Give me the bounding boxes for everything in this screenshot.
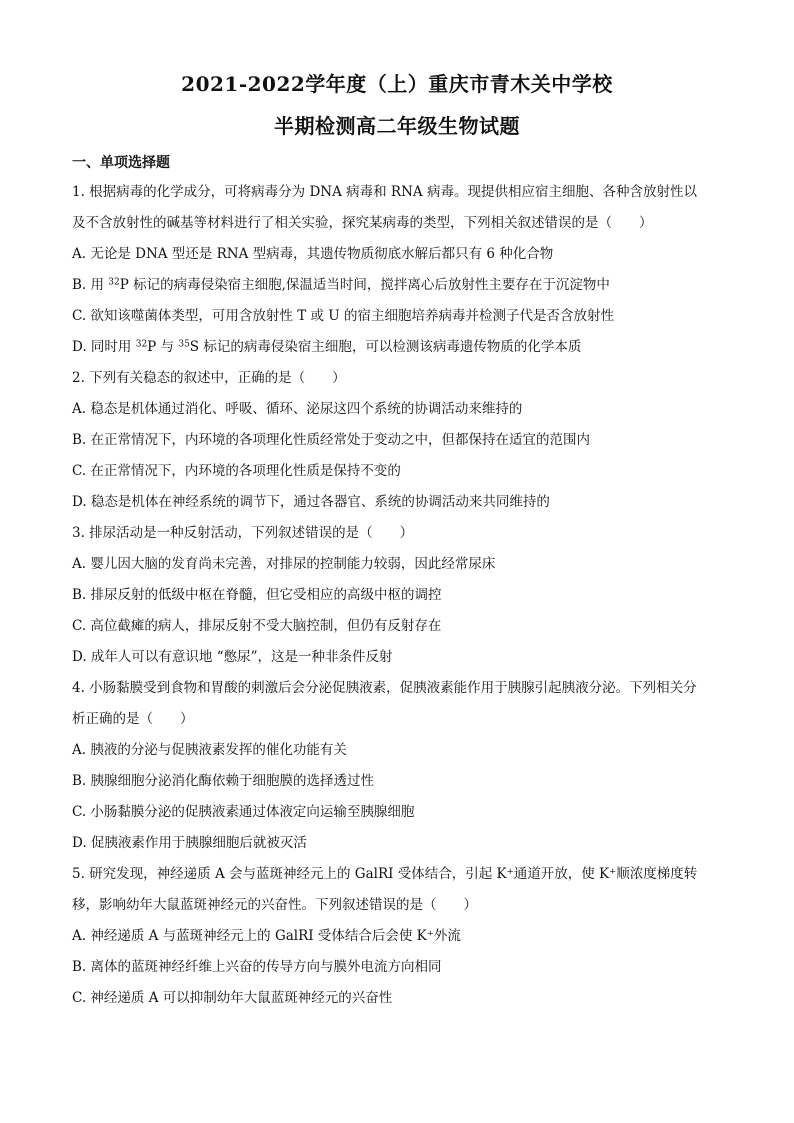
question-5-option-b: B. 离体的蓝斑神经纤维上兴奋的传导方向与膜外电流方向相同 — [72, 959, 442, 975]
question-2-stem: 2. 下列有关稳态的叙述中，正确的是（ ） — [72, 370, 346, 386]
question-2-option-c: C. 在正常情况下，内环境的各项理化性质是保持不变的 — [72, 463, 401, 479]
question-1-option-c: C. 欲知该噬菌体类型，可用含放射性 T 或 U 的宿主细胞培养病毒并检测子代是否含放射性 — [72, 308, 614, 324]
question-5-option-c: C. 神经递质 A 可以抑制幼年大鼠蓝斑神经元的兴奋性 — [72, 990, 393, 1006]
question-5-stem-line-2: 移，影响幼年大鼠蓝斑神经元的兴奋性。下列叙述错误的是（ ） — [72, 897, 477, 913]
question-2-option-b: B. 在正常情况下，内环境的各项理化性质经常处于变动之中，但都保持在适宜的范围内 — [72, 432, 591, 448]
option-b-text: P 标记的病毒侵染宿主细胞,保温适当时间，搅拌离心后放射性主要存在于沉淀物中 — [119, 277, 610, 293]
question-3-option-b: B. 排尿反射的低级中枢在脊髓，但它受相应的高级中枢的调控 — [72, 587, 442, 603]
option-d-prefix: D. 同时用 — [72, 339, 136, 355]
question-1-stem-line-2: 及不含放射性的碱基等材料进行了相关实验，探究某病毒的类型，下列相关叙述错误的是（ ） — [72, 215, 653, 231]
question-4-option-b: B. 胰腺细胞分泌消化酶依赖于细胞膜的选择透过性 — [72, 773, 375, 789]
option-b-prefix: B. 用 — [72, 277, 109, 293]
question-5-stem-line-1: 5. 研究发现，神经递质 A 会与蓝斑神经元上的 GalRI 受体结合，引起 K⁺通道开放，使 K⁺顺浓度梯度转 — [72, 866, 698, 882]
question-4-stem-line-1: 4. 小肠黏膜受到食物和胃酸的刺激后会分泌促胰液素，促胰液素能作用于胰腺引起胰液分泌。下列相关分 — [72, 680, 697, 696]
question-4-option-a: A. 胰液的分泌与促胰液素发挥的催化功能有关 — [72, 742, 347, 758]
question-1-option-d — [72, 338, 732, 356]
exam-subtitle: 半期检测高二年级生物试题 — [274, 114, 520, 138]
isotope-superscript: 32 — [108, 277, 120, 288]
question-2-option-d: D. 稳态是机体在神经系统的调节下，通过各器官、系统的协调活动来共同维持的 — [72, 494, 550, 510]
question-1-option-b — [72, 276, 732, 294]
question-3-option-d: D. 成年人可以有意识地 “憋尿”，这是一种非条件反射 — [72, 649, 393, 665]
isotope-superscript: 35 — [178, 339, 190, 350]
question-3-stem: 3. 排尿活动是一种反射活动，下列叙述错误的是（ ） — [72, 525, 414, 541]
question-4-option-d: D. 促胰液素作用于胰腺细胞后就被灭活 — [72, 835, 307, 851]
question-4-stem-line-2: 析正确的是（ ） — [72, 711, 194, 727]
section-heading: 一、单项选择题 — [72, 155, 170, 171]
option-d-text: S 标记的病毒侵染宿主细胞，可以检测该病毒遗传物质的化学本质 — [189, 339, 582, 355]
question-5-option-a: A. 神经递质 A 与蓝斑神经元上的 GalRI 受体结合后会使 K⁺外流 — [72, 928, 461, 944]
question-3-option-c: C. 高位截瘫的病人，排尿反射不受大脑控制，但仍有反射存在 — [72, 618, 442, 634]
question-3-option-a: A. 婴儿因大脑的发育尚未完善，对排尿的控制能力较弱，因此经常尿床 — [72, 556, 496, 572]
isotope-superscript: 32 — [135, 339, 148, 350]
question-2-option-a: A. 稳态是机体通过消化、呼吸、循环、泌尿这四个系统的协调活动来维持的 — [72, 401, 523, 417]
option-d-middle: P 与 — [147, 339, 179, 355]
question-1-stem-line-1: 1. 根据病毒的化学成分，可将病毒分为 DNA 病毒和 RNA 病毒。现提供相应宿主细胞、各种含放射性以 — [72, 184, 697, 200]
question-4-option-c: C. 小肠黏膜分泌的促胰液素通过体液定向运输至胰腺细胞 — [72, 804, 415, 820]
exam-title: 2021-2022学年度（上）重庆市青木关中学校 — [181, 72, 613, 96]
question-1-option-a: A. 无论是 DNA 型还是 RNA 型病毒，其遗传物质彻底水解后都只有 6 种化合物 — [72, 246, 554, 262]
